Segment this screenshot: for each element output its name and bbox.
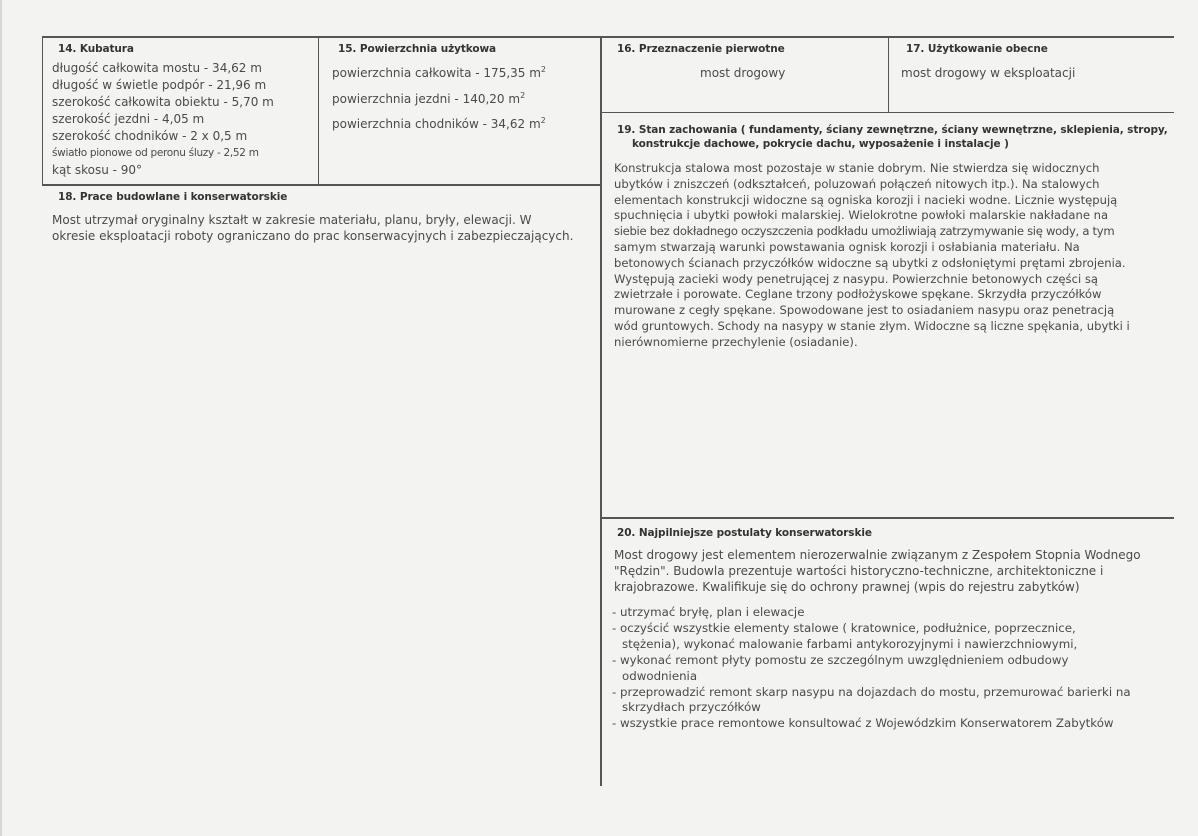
volume-line: długość całkowita mostu - 34,62 m	[52, 61, 262, 75]
postulate-item: skrzydłach przyczółków	[622, 700, 761, 715]
postulate-item: - utrzymać bryłę, plan i elewacje	[612, 605, 805, 619]
condition-line: elementach konstrukcji widoczne są ogniska korozji i nacieki wodne. Licznie występują	[614, 192, 1118, 207]
postulate-item: - wykonać remont płyty pomostu ze szczególnym uwzględnieniem odbudowy	[612, 652, 1069, 667]
volume-line: szerokość jezdni - 4,05 m	[52, 112, 205, 126]
postulate-item: - oczyścić wszystkie elementy stalowe ( kratownice, podłużnice, poprzecznice,	[612, 620, 1076, 635]
postulate-intro-line: "Rędzin". Budowla prezentuje wartości historyczno-techniczne, architektoniczne i	[614, 564, 1104, 578]
section-14-title: 14. Kubatura	[58, 43, 134, 55]
section-20-list	[612, 605, 1131, 732]
area-unit-sup: 2	[540, 65, 547, 74]
section-19-title-line1: 19. Stan zachowania ( fundamenty, ściany zewnętrzne, ściany wewnętrzne, sklepienia, stropy,	[617, 124, 1168, 136]
line-under-16-17	[600, 112, 1174, 113]
divider-14-15	[318, 36, 319, 186]
section-18-title: 18. Prace budowlane i konserwatorskie	[58, 191, 288, 203]
condition-line: murowane z cegły spękane. Spowodowane jest to osiadaniem nasypu oraz penetracją	[614, 303, 1115, 318]
section-19-title-line2: konstrukcje dachowe, pokrycie dachu, wyposażenie i instalacje )	[632, 138, 1009, 150]
condition-line: samym stwarzają warunki powstawania ognisk korozji i osłabiania materiału. Na	[614, 239, 1080, 254]
line-above-20	[600, 517, 1174, 519]
original-purpose-value: most drogowy	[700, 66, 786, 80]
postulate-item: - przeprowadzić remont skarp nasypu na dojazdach do mostu, przemurować barierki na	[612, 684, 1131, 699]
area-line	[332, 66, 546, 82]
section-18-content	[52, 212, 573, 244]
current-use-value: most drogowy w eksploatacji	[901, 66, 1076, 80]
section-20-title: 20. Najpilniejsze postulaty konserwatorskie	[617, 527, 872, 539]
condition-line: wód gruntowych. Schody na nasypy w stanie złym. Widoczne są liczne spękania, ubytki i	[614, 318, 1130, 333]
postulate-item: - wszystkie prace remontowe konsultować z Wojewódzkim Konserwatorem Zabytków	[612, 716, 1114, 731]
volume-line: kąt skosu - 90°	[52, 163, 143, 177]
postulate-intro-line: krajobrazowe. Kwalifikuje się do ochrony prawnej (wpis do rejestru zabytków)	[614, 580, 1080, 594]
section-19-title	[617, 123, 1168, 151]
section-19-content	[614, 161, 1130, 351]
works-line: okresie eksploatacji roboty ograniczano do prac konserwacyjnych i zabezpieczających.	[52, 229, 574, 243]
section-20-intro	[614, 547, 1141, 595]
section-14-content	[52, 60, 274, 179]
line-under-14-15	[42, 184, 602, 186]
volume-line: długość w świetle podpór - 21,96 m	[52, 78, 267, 92]
area-road: powierzchnia jezdni - 140,20 m	[332, 91, 521, 106]
postulate-item: stężenia), wykonać malowanie farbami antykorozyjnymi i nawierzchniowymi,	[622, 636, 1078, 651]
condition-line: siebie bez dokładnego oczyszczenia podkładu umożliwiają zatrzymywanie się wody, a tym	[614, 224, 1115, 239]
section-17-title: 17. Użytkowanie obecne	[906, 43, 1048, 55]
volume-line: szerokość chodników - 2 x 0,5 m	[52, 129, 248, 143]
top-border-line	[42, 36, 1174, 38]
condition-line: Występują zacieki wody penetrującej z nasypu. Powierzchnie betonowych części są	[614, 271, 1099, 286]
center-divider	[600, 36, 602, 786]
section-15-title: 15. Powierzchnia użytkowa	[338, 43, 497, 55]
left-border-line	[42, 36, 43, 186]
area-unit-sup: 2	[520, 90, 526, 100]
condition-line: zwietrzałe i porowate. Ceglane trzony podłożyskowe spękane. Skrzydła przyczółków	[614, 287, 1102, 302]
condition-line: spuchnięcia i ubytki powłoki malarskiej. Wielokrotne powłoki malarskie nakładane na	[614, 208, 1109, 223]
divider-16-17	[888, 36, 889, 112]
section-16-title: 16. Przeznaczenie pierwotne	[617, 43, 785, 55]
section-15-content	[332, 66, 546, 133]
area-total: powierzchnia całkowita - 175,35 m	[332, 66, 541, 80]
works-line: Most utrzymał oryginalny kształt w zakresie materiału, planu, bryły, elewacji. W	[52, 213, 532, 227]
area-unit-sup: 2	[540, 116, 546, 126]
area-line	[332, 92, 546, 108]
area-sidewalks: powierzchnia chodników - 34,62 m	[332, 117, 541, 132]
volume-line: szerokość całkowita obiektu - 5,70 m	[52, 95, 274, 109]
volume-line: światło pionowe od peronu śluzy - 2,52 m	[52, 147, 259, 159]
condition-line: betonowych ścianach przyczółków widoczne są ubytki z odsłoniętymi prętami zbrojenia.	[614, 255, 1126, 270]
condition-line: Konstrukcja stalowa most pozostaje w stanie dobrym. Nie stwierdza się widocznych	[614, 161, 1100, 175]
condition-line: ubytków i zniszczeń (odkształceń, poluzowań połączeń nitowych itp.). Na stalowych	[614, 176, 1100, 191]
condition-line: nierównomierne przechylenie (osiadanie).	[614, 334, 858, 349]
postulate-intro-line: Most drogowy jest elementem nierozerwalnie związanym z Zespołem Stopnia Wodnego	[614, 548, 1141, 562]
postulate-item: odwodnienia	[622, 668, 698, 683]
area-line	[332, 117, 546, 133]
